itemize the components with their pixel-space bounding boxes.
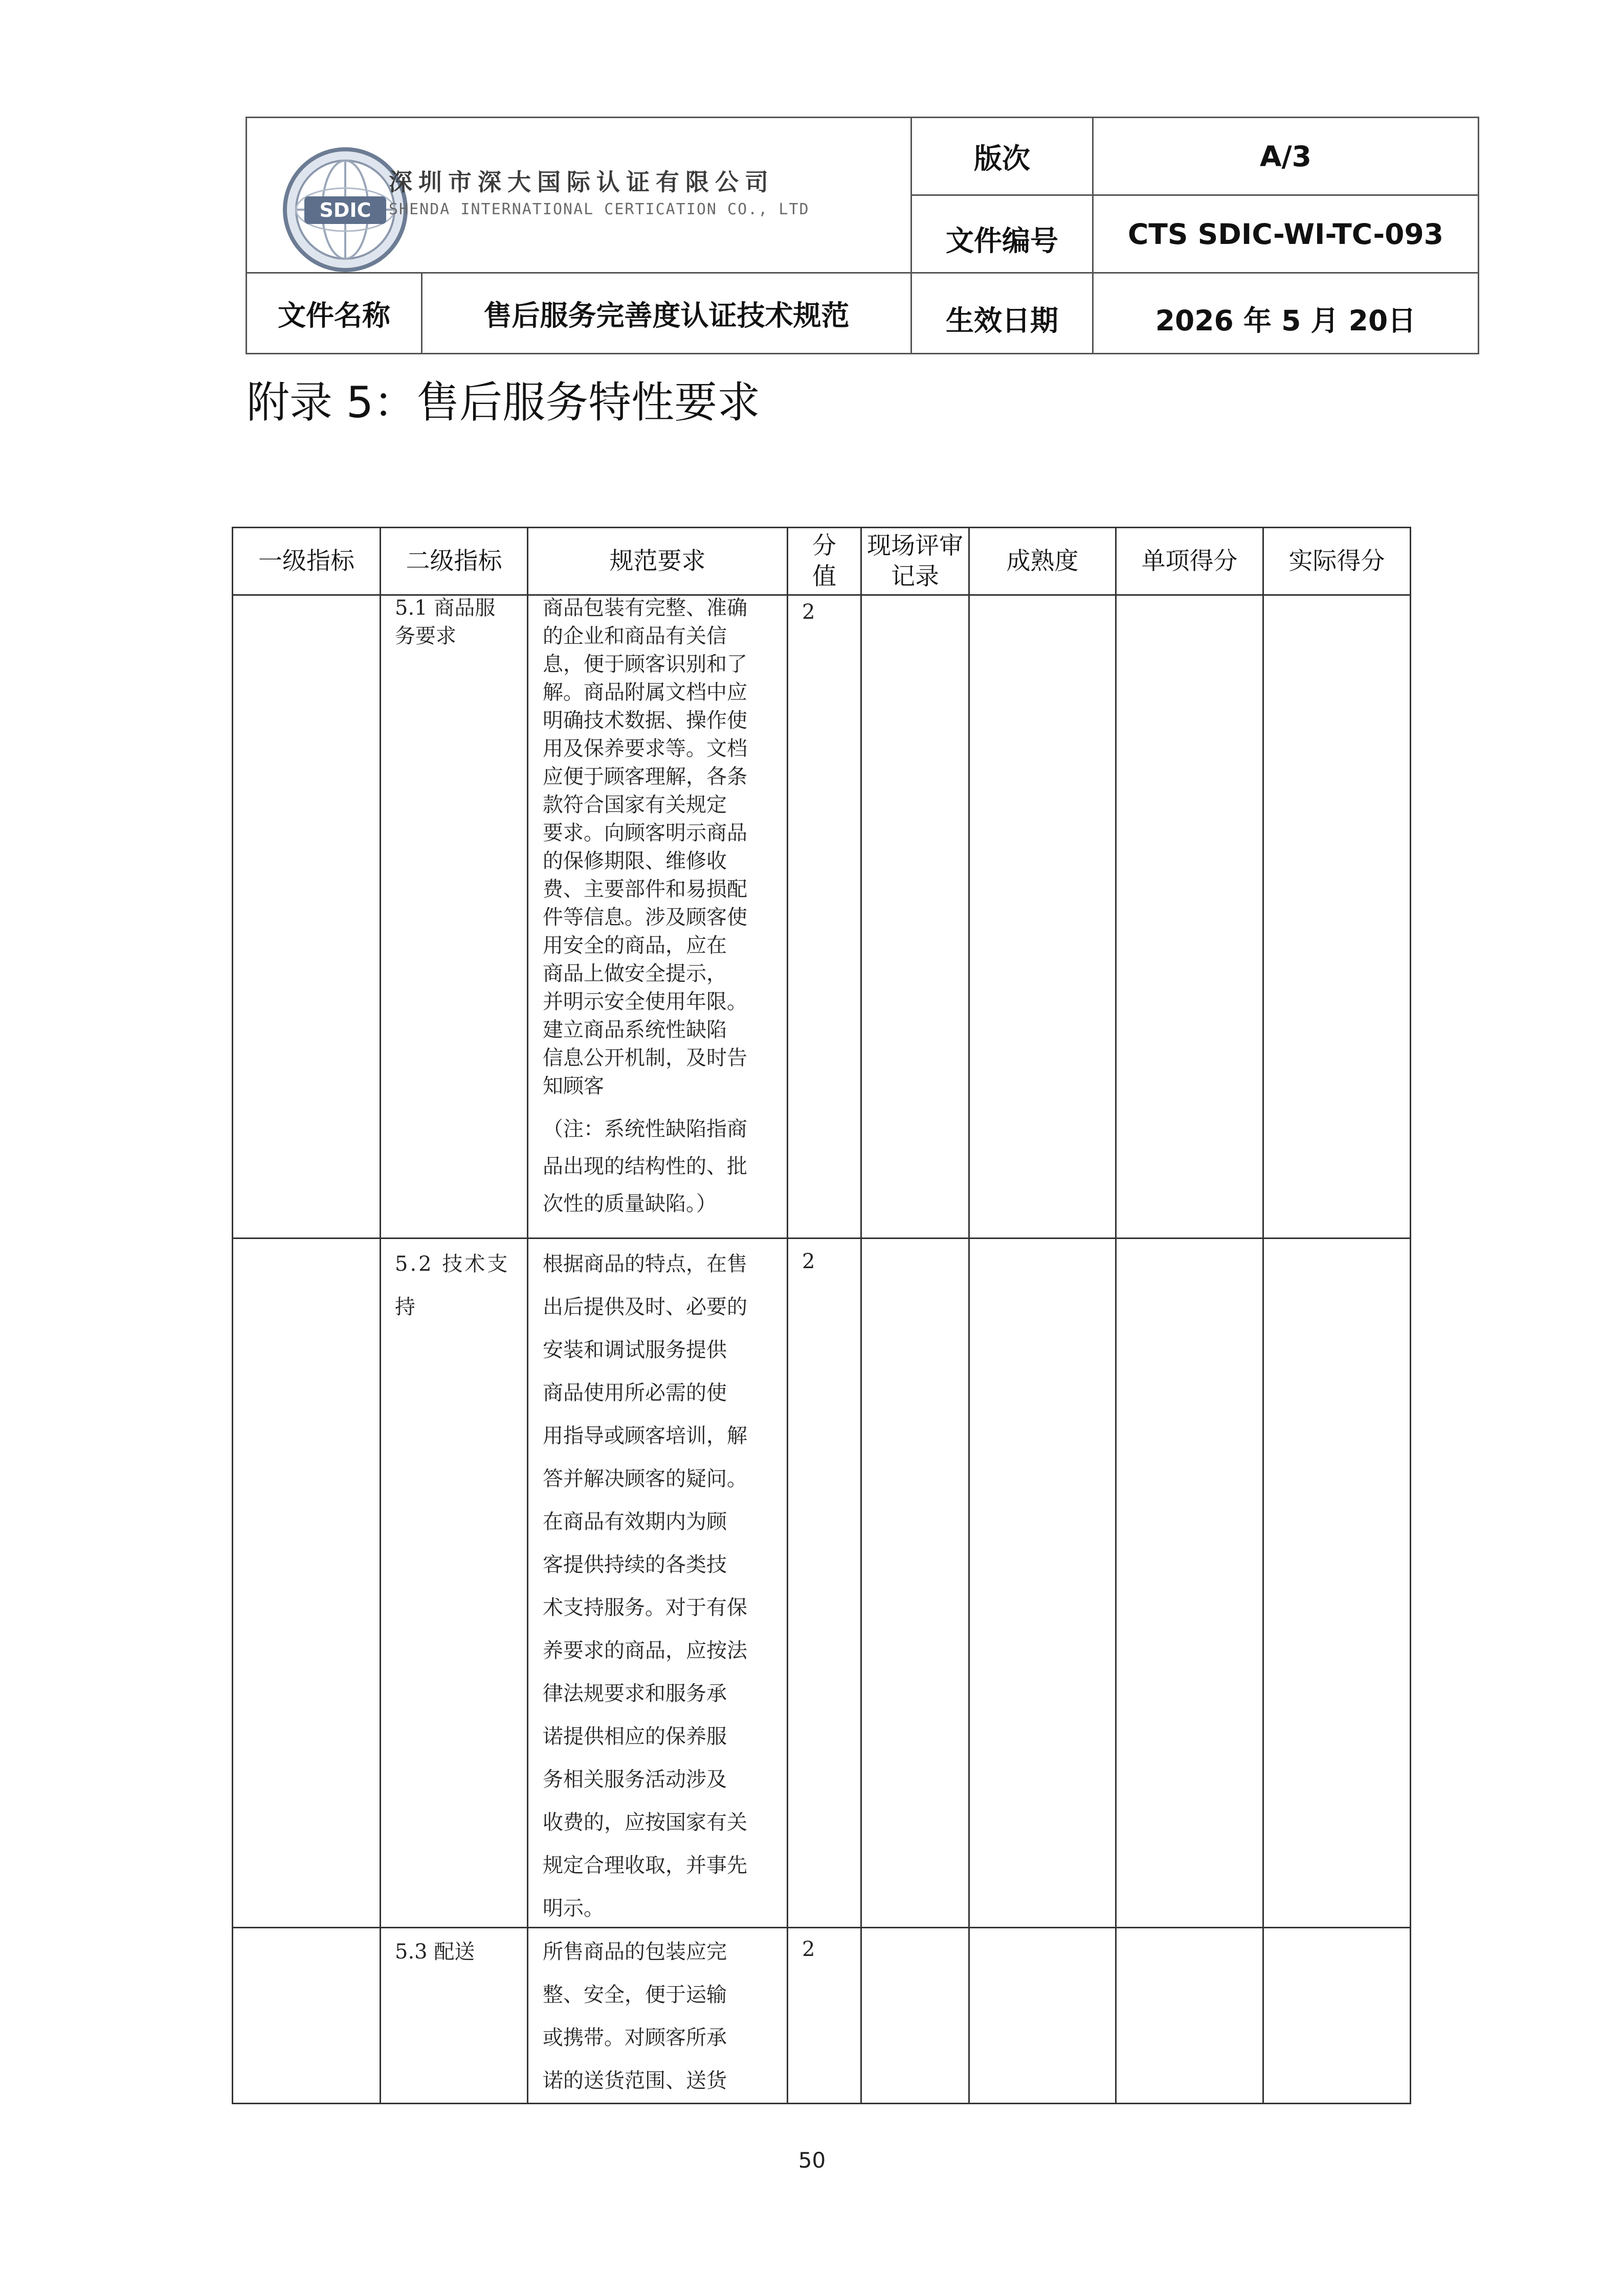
level2-line: 5.3 配送 [395,1940,475,1964]
table-col-line-0 [232,527,233,2104]
score-cell: 2 [802,1250,815,1273]
requirement-line: 安装和调试服务提供 [543,1338,727,1362]
requirement-line: 款符合国家有关规定 [543,793,727,817]
score-cell: 2 [802,600,815,624]
level2-cell [395,1930,523,1973]
requirement-line: 解。商品附属文档中应 [543,681,747,704]
requirement-line: 的企业和商品有关信 [543,624,727,648]
table-col-line-8 [1410,527,1411,2104]
level2-line: 务要求 [395,624,456,648]
requirement-line: 信息公开机制，及时告 [543,1046,747,1070]
requirement-line: 务相关服务活动涉及 [543,1768,727,1791]
level2-line: 持 [395,1295,415,1319]
docno-label: 文件编号 [945,224,1058,257]
table-col-line-4 [860,527,862,2104]
requirement-line: 用及保养要求等。文档 [543,737,747,760]
requirement-line: 所售商品的包装应完 [543,1940,727,1964]
requirement-line: 收费的，应按国家有关 [543,1811,747,1834]
requirement-line: 在商品有效期内为顾 [543,1510,727,1534]
requirement-line: 的保修期限、维修收 [543,849,727,873]
col-header-record: 现场评审记录 [867,531,963,591]
requirement-line: 息，便于顾客识别和了 [543,652,747,676]
requirement-line: 律法规要求和服务承 [543,1682,727,1705]
table-col-line-3 [787,527,788,2104]
appendix-title: 附录 5：售后服务特性要求 [247,377,761,427]
requirement-line: 明示。 [543,1897,604,1920]
header-border-right [1478,117,1479,354]
col-header-item-score: 单项得分 [1141,547,1238,575]
requirement-line: 知顾客 [543,1074,604,1098]
table-col-line-6 [1115,527,1117,2104]
requirement-line: 商品上做安全提示， [543,962,727,985]
note-line: 次性的质量缺陷。） [543,1192,717,1215]
requirement-line: 客提供持续的各类技 [543,1553,727,1577]
page-number: 50 [798,2148,826,2173]
col-header-level1: 一级指标 [258,547,354,575]
requirement-line: 费、主要部件和易损配 [543,877,747,901]
requirement-line: 或携带。对顾客所承 [543,2026,727,2050]
table-row-divider-2 [232,1927,1411,1928]
note-line: 品出现的结构性的、批 [543,1155,747,1178]
requirement-line: 术支持服务。对于有保 [543,1596,747,1619]
table-col-line-5 [968,527,970,2104]
requirement-line: 商品包装有完整、准确 [543,596,747,620]
col-header-score: 分值 [812,531,836,591]
requirement-line: 要求。向顾客明示商品 [543,821,747,845]
requirement-line: 出后提供及时、必要的 [543,1295,747,1319]
logo-text: SDIC [319,199,371,221]
requirement-line: 应便于顾客理解，各条 [543,765,747,789]
requirement-line: 商品使用所必需的使 [543,1381,727,1405]
requirement-line: 养要求的商品，应按法 [543,1639,747,1662]
requirement-cell [543,594,775,1100]
col-header-level2: 二级指标 [406,547,502,575]
requirement-line: 并明示安全使用年限。 [543,990,747,1014]
table-row-divider-1 [232,1237,1411,1239]
level2-cell [395,1243,523,1329]
level2-line: 5.1 商品服 [395,596,496,620]
requirement-line: 用安全的商品，应在 [543,934,727,957]
requirement-cell [543,1243,775,1930]
version-value: A/3 [1260,140,1311,173]
requirement-note [543,1111,775,1223]
table-col-line-2 [527,527,528,2104]
docname-value: 售后服务完善度认证技术规范 [483,299,850,332]
level2-line: 5.2 技术支 [395,1252,510,1276]
requirement-line: 诺的送货范围、送货 [543,2069,727,2092]
col-header-maturity: 成熟度 [1006,547,1079,575]
requirement-line: 诺提供相应的保养服 [543,1725,727,1748]
header-border-bottom [246,353,1479,354]
table-border-bottom [232,2103,1411,2104]
requirement-line: 明确技术数据、操作使 [543,709,747,732]
docno-value: CTS SDIC-WI-TC-093 [1127,217,1443,251]
table-col-line-1 [380,527,381,2104]
effective-label: 生效日期 [945,304,1058,337]
col-header-requirement: 规范要求 [609,547,706,575]
requirement-line: 整、安全，便于运输 [543,1983,727,2007]
effective-value: 2026 年 5 月 20日 [1155,304,1416,337]
requirement-line: 规定合理收取，并事先 [543,1854,747,1877]
requirement-line: 根据商品的特点，在售 [543,1252,747,1276]
version-label: 版次 [973,142,1030,175]
requirement-cell [543,1930,775,2102]
note-line: （注：系统性缺陷指商 [543,1117,747,1141]
docname-label: 文件名称 [277,299,390,332]
requirement-line: 建立商品系统性缺陷 [543,1018,727,1042]
company-name-en: SHENDA INTERNATIONAL CERTICATION CO., LTD [389,200,810,218]
requirement-line: 用指导或顾客培训，解 [543,1424,747,1448]
requirement-line: 件等信息。涉及顾客使 [543,906,747,929]
requirement-line: 答并解决顾客的疑问。 [543,1467,747,1491]
table-col-line-7 [1262,527,1264,2104]
score-cell: 2 [802,1938,815,1961]
level2-cell [395,594,523,650]
company-name-cn: 深圳市深大国际认证有限公司 [389,168,774,196]
col-header-actual-score: 实际得分 [1288,547,1385,575]
